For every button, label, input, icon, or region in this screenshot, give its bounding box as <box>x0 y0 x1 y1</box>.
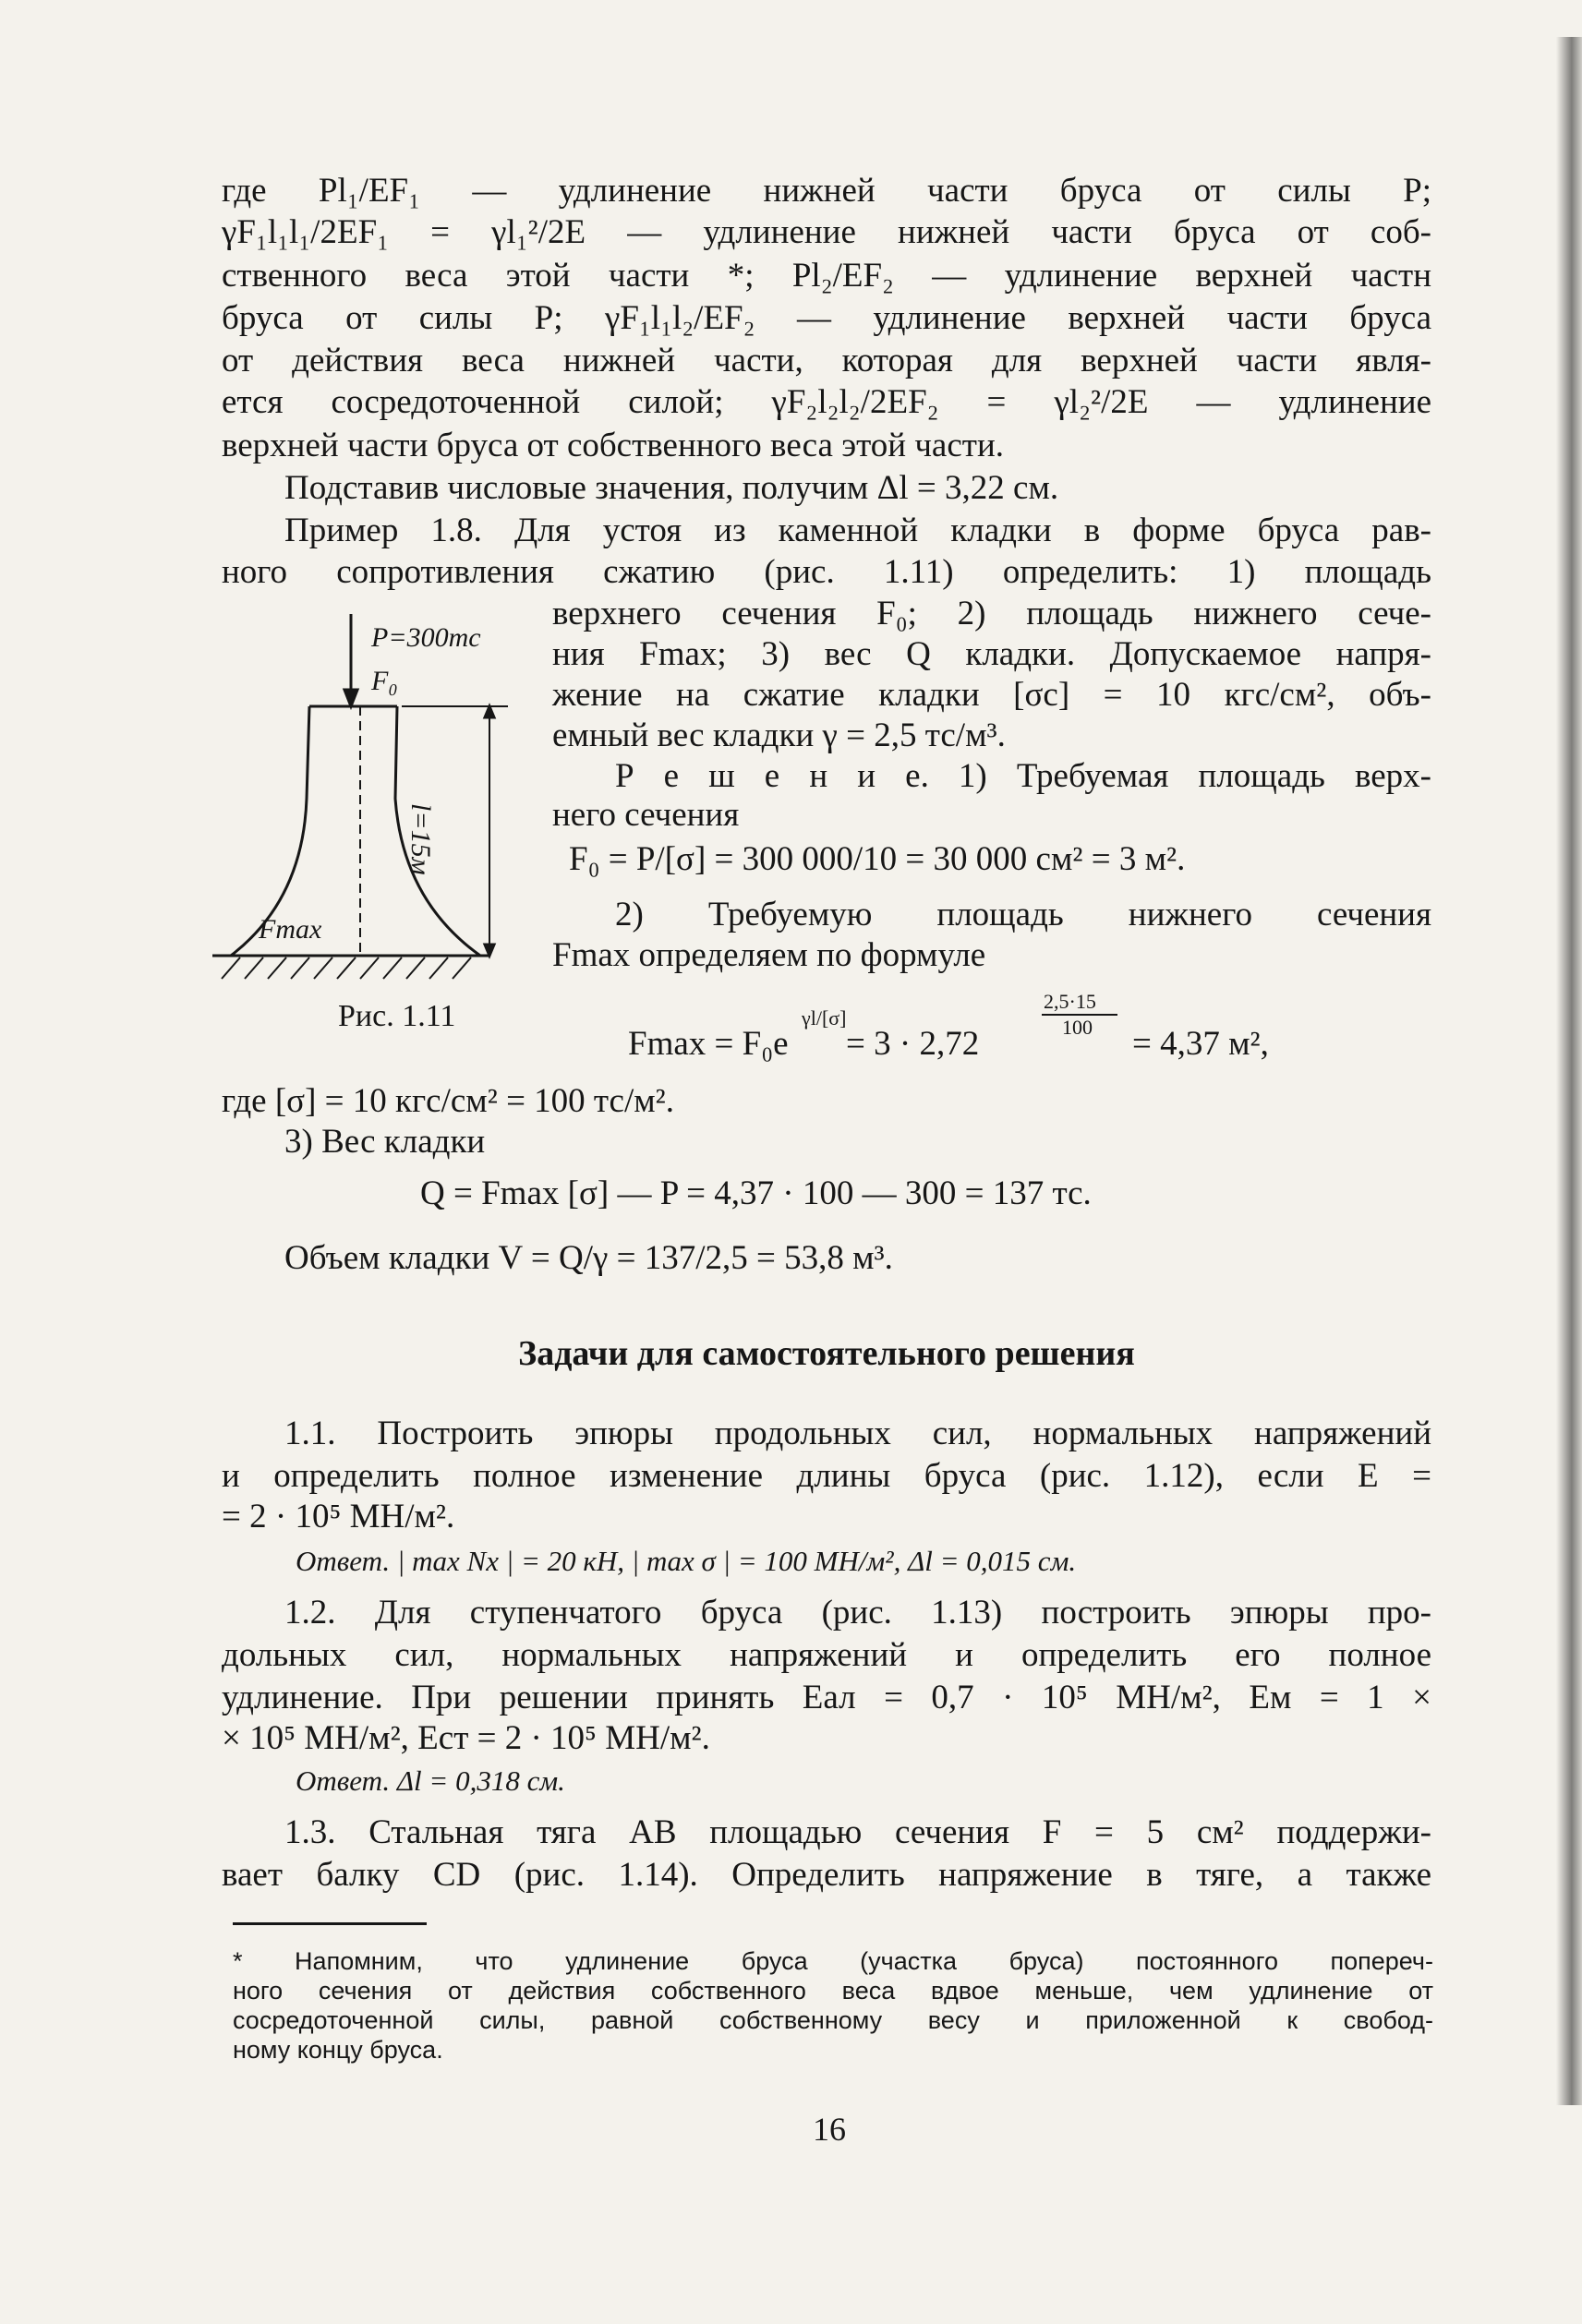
text-line: где Pl₁/EF₁ — удлинение нижней части бруса от силы P; <box>222 172 1431 210</box>
text-line: ного сопротивления сжатию (рис. 1.11) определить: 1) площадь <box>222 553 1431 591</box>
example-title-line: Пример 1.8. Для устоя из каменной кладки в форме бруса рав- <box>284 512 1431 549</box>
problem-line: × 10⁵ МН/м², Eст = 2 · 10⁵ МН/м². <box>222 1719 710 1757</box>
formula-exponent-denominator: 100 <box>1062 1016 1093 1039</box>
formula-fmax: Fmax = F₀e <box>628 1025 789 1063</box>
problem-line: 1.1. Построить эпюры продольных сил, нормальных напряжений <box>284 1415 1431 1452</box>
footnote-line: ного сечения от действия собственного веса вдвое меньше, чем удлинение от <box>233 1977 1433 2005</box>
footnote-rule <box>233 1922 427 1925</box>
dim-arrow-top <box>485 706 494 717</box>
text-line: бруса от силы P; γF₁l₁l₂/EF₂ — удлинение верхней части бруса <box>222 299 1431 337</box>
text-line: Подставив числовые значения, получим Δl = 3,22 см. <box>284 469 1059 507</box>
formula-q: Q = Fmax [σ] — P = 4,37 · 100 — 300 = 137 тс. <box>420 1174 1092 1212</box>
text-line: ния Fmax; 3) вес Q кладки. Допускаемое напря- <box>552 635 1431 673</box>
problem-line: вает балку CD (рис. 1.14). Определить напряжение в тяге, а также <box>222 1856 1431 1894</box>
figure-load-label: P=300тс <box>371 622 481 653</box>
text-line: Объем кладки V = Q/γ = 137/2,5 = 53,8 м³. <box>284 1239 893 1277</box>
ground-hatch <box>222 957 471 979</box>
load-arrow-head <box>344 690 357 706</box>
formula-exponent-numerator: 2,5·15 <box>1044 990 1096 1013</box>
problem-line: и определить полное изменение длины бруса (рис. 1.12), если E = <box>222 1457 1431 1495</box>
figure-height-label: l=15м <box>405 803 436 875</box>
answer-line: Ответ. Δl = 0,318 см. <box>296 1764 565 1797</box>
text-line: ется сосредоточенной силой; γF₂l₂l₂/2EF₂ = γl₂²/2E — удлинение <box>222 383 1431 421</box>
formula-fmax-result: = 4,37 м², <box>1132 1025 1269 1063</box>
figure-top-label: F₀ <box>371 666 398 696</box>
formula-exponent: γl/[σ] <box>802 1006 847 1030</box>
text-line: жение на сжатие кладки [σc] = 10 кгс/см², объ- <box>552 676 1431 714</box>
formula-f0: F₀ = P/[σ] = 300 000/10 = 30 000 см² = 3 м². <box>569 840 1186 878</box>
text-line: него сечения <box>552 796 740 834</box>
problem-line: 1.2. Для ступенчатого бруса (рис. 1.13) построить эпюры про- <box>284 1594 1431 1632</box>
text-line: верхней части бруса от собственного веса этой части. <box>222 427 1004 464</box>
text-line: 2) Требуемую площадь нижнего сечения <box>615 896 1431 933</box>
dim-arrow-bottom <box>485 945 494 956</box>
text-line: 3) Вес кладки <box>284 1123 486 1161</box>
text-line: верхнего сечения F₀; 2) площадь нижнего сече- <box>552 595 1431 632</box>
answer-line: Ответ. | max Nx | = 20 кН, | max σ | = 100 МН/м², Δl = 0,015 см. <box>296 1545 1077 1577</box>
text-line: где [σ] = 10 кгс/см² = 100 тс/м². <box>222 1082 675 1120</box>
text-line: от действия веса нижней части, которая для верхней части явля- <box>222 342 1431 379</box>
figure-caption: Рис. 1.11 <box>338 999 456 1033</box>
footnote-line: сосредоточенной силы, равной собственному весу и приложенной к свобод- <box>233 2006 1433 2034</box>
problem-line: удлинение. При решении принять Eал = 0,7 · 10⁵ МН/м², Eм = 1 × <box>222 1679 1431 1716</box>
text-line: γF₁l₁l₁/2EF₁ = γl₁²/2E — удлинение нижней части бруса от соб- <box>222 213 1431 251</box>
formula-fmax-base: = 3 · 2,72 <box>846 1025 980 1063</box>
footnote-line: * Напомним, что удлинение бруса (участка бруса) постоянного попереч- <box>233 1947 1433 1975</box>
page-number: 16 <box>813 2111 846 2148</box>
text-line: ственного веса этой части *; Pl₂/EF₂ — удлинение верхней частн <box>222 257 1431 295</box>
text-line: Fmax определяем по формуле <box>552 936 986 974</box>
solution-line: Р е ш е н и е. 1) Требуемая площадь верх- <box>615 757 1431 795</box>
text-line: емный вес кладки γ = 2,5 тс/м³. <box>552 716 1006 754</box>
problem-line: 1.3. Стальная тяга AB площадью сечения F = 5 см² поддержи- <box>284 1813 1431 1851</box>
section-heading: Задачи для самостоятельного решения <box>518 1334 1135 1373</box>
problem-line: дольных сил, нормальных напряжений и определить его полное <box>222 1636 1431 1674</box>
footnote-line: ному концу бруса. <box>233 2036 443 2064</box>
problem-line: = 2 · 10⁵ МН/м². <box>222 1498 455 1535</box>
scan-edge-shadow <box>1556 37 1582 2105</box>
figure-bottom-label: Fmax <box>259 914 322 945</box>
